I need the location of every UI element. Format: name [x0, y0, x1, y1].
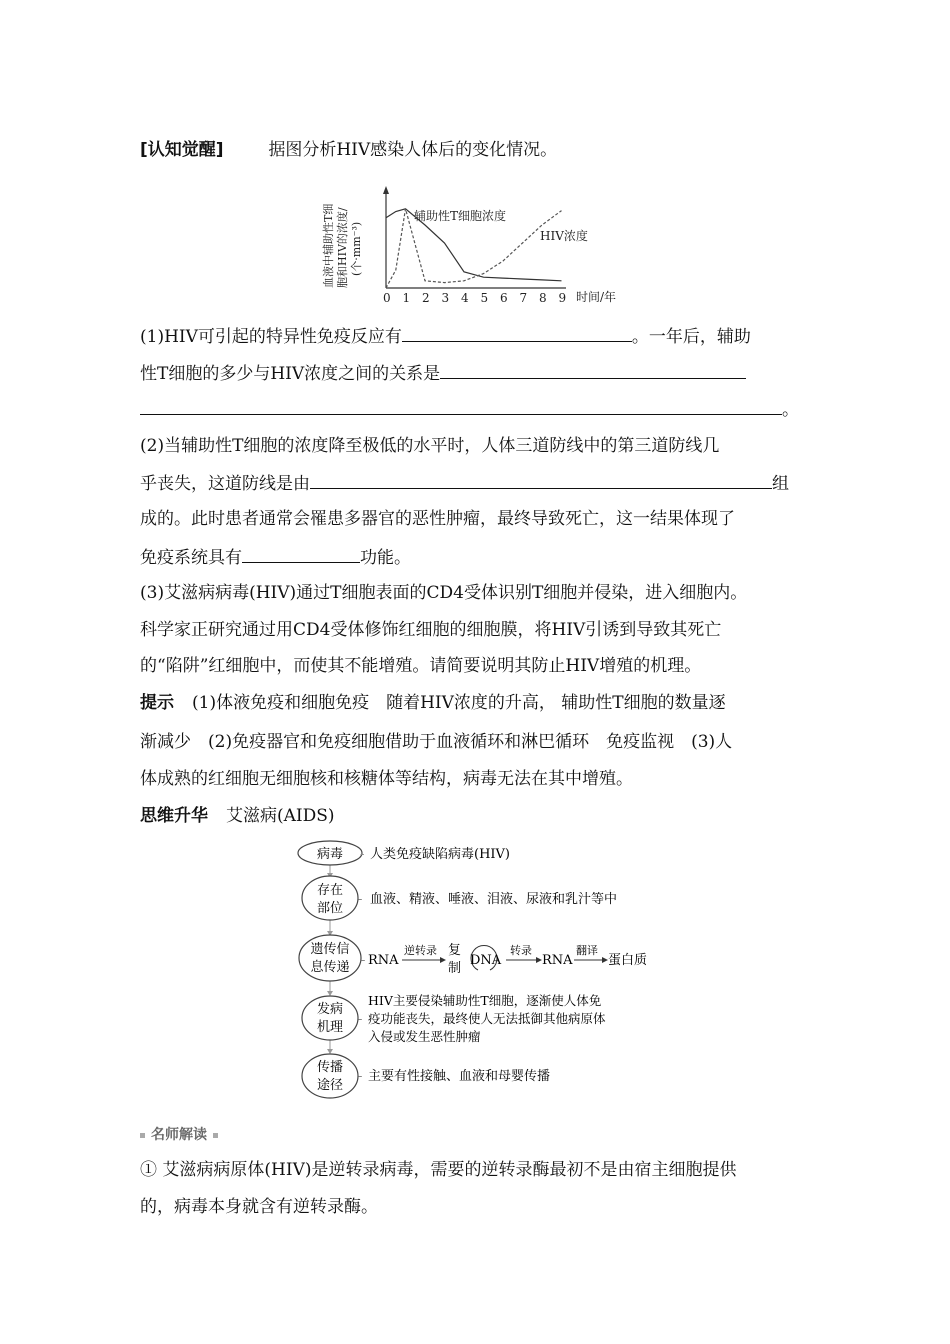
- q1-text-a: (1)HIV可引起的特异性免疫反应有: [140, 327, 402, 347]
- hint-label: 提示: [140, 693, 174, 713]
- teacher-line-1: ① 艾滋病病原体(HIV)是逆转录病毒，需要的逆转录酶最初不是由宿主细胞提供: [140, 1160, 737, 1180]
- node-location-dash: -: [358, 892, 363, 907]
- graph-y-arrow: [383, 186, 389, 194]
- node-genetic-label-2: 息传递: [310, 960, 350, 975]
- q1-text-b: 。一年后，辅助: [631, 327, 751, 347]
- flow-protein: 蛋白质: [608, 953, 648, 968]
- heading-text: 据图分析HIV感染人体后的变化情况。: [268, 140, 558, 160]
- graph-x-tick: 8: [539, 291, 547, 305]
- q1-blank-3[interactable]: [140, 398, 782, 415]
- graph-x-tick: 2: [422, 291, 430, 305]
- graph-ylabel-3: (个·mm⁻³): [350, 221, 363, 276]
- t-cell-series-label: 辅助性T细胞浓度: [414, 209, 507, 223]
- node-location-desc: 血液、精液、唾液、泪液、尿液和乳汁等中: [370, 892, 618, 907]
- node-mechanism-desc-2: 疫功能丧失，最终使人无法抵御其他病原体: [368, 1011, 606, 1026]
- hint-line-3: 体成熟的红细胞无细胞核和核糖体等结构，病毒无法在其中增殖。: [140, 769, 633, 789]
- graph-x-tick: 0: [383, 291, 391, 305]
- node-virus-dash: -: [360, 847, 365, 862]
- graph-x-tick: 3: [441, 291, 450, 305]
- q2-line-1: (2)当辅助性T细胞的浓度降至极低的水平时，人体三道防线中的第三道防线几: [140, 436, 720, 456]
- graph-x-tick: 6: [500, 291, 508, 305]
- node-transmission-dash: -: [358, 1069, 363, 1084]
- q2-blank-2[interactable]: [242, 546, 360, 563]
- node-genetic-dash: -: [361, 953, 366, 968]
- flow-rna-1: RNA: [368, 953, 399, 968]
- summary-label: 思维升华: [140, 806, 208, 826]
- q2-text-b: 乎丧失，这道防线是由: [140, 474, 310, 494]
- summary-text: 艾滋病(AIDS): [226, 806, 335, 826]
- node-mechanism-desc-1: HIV主要侵染辅助性T细胞，逐渐使人体免: [368, 993, 602, 1008]
- graph-x-tick: 9: [558, 291, 567, 305]
- node-virus-desc: 人类免疫缺陷病毒(HIV): [370, 847, 511, 862]
- graph-x-tick: 1: [402, 291, 411, 305]
- node-transmission-label-1: 传播: [316, 1060, 344, 1075]
- aids-diagram: [294, 836, 664, 1100]
- q2-line-4: [140, 546, 411, 568]
- node-genetic-label-1: 遗传信: [310, 942, 350, 957]
- section-heading: [140, 140, 557, 160]
- q2-text-e: 免疫系统具有: [140, 548, 242, 568]
- q2-line-3: 成的。此时患者通常会罹患多器官的恶性肿瘤，最终导致死亡，这一结果体现了: [140, 509, 735, 529]
- node-transmission-label-2: 途径: [316, 1078, 344, 1093]
- hint-line-2: 渐减少 (2)免疫器官和免疫细胞借助于血液循环和淋巴循环 免疫监视 (3)人: [140, 732, 733, 752]
- node-mechanism-label-2: 机理: [316, 1020, 344, 1035]
- hint-text-a: (1)体液免疫和细胞免疫 随着HIV浓度的升高， 辅助性T细胞的数量逐: [192, 693, 726, 713]
- hint-line-1: [140, 693, 726, 713]
- node-mechanism-desc-3: 入侵或发生恶性肿瘤: [368, 1029, 481, 1044]
- summary-heading: [140, 806, 335, 826]
- graph-x-tick: 5: [480, 291, 489, 305]
- q2-blank-1[interactable]: [310, 472, 772, 489]
- q1-text-c: 性T细胞的多少与HIV浓度之间的关系是: [140, 364, 441, 384]
- node-transmission-desc: 主要有性接触、血液和母婴传播: [368, 1069, 551, 1084]
- q3-line-1: (3)艾滋病病毒(HIV)通过T细胞表面的CD4受体识别T细胞并侵染，进入细胞内。: [140, 583, 748, 603]
- flow-arrow-2-label: 转录: [510, 944, 532, 957]
- q3-line-3: 的“陷阱”红细胞中，而使其不能增殖。请简要说明其防止HIV增殖的机理。: [140, 656, 702, 676]
- node-location-label-2: 部位: [316, 901, 344, 916]
- teacher-section-title: [140, 1124, 218, 1144]
- node-mechanism-dash: -: [358, 1012, 363, 1027]
- node-location-label-1: 存在: [316, 883, 344, 898]
- heading-label: [认知觉醒]: [140, 140, 224, 160]
- q2-text-c: 组: [772, 474, 789, 494]
- q2-text-f: 功能。: [360, 548, 411, 568]
- q3-line-2: 科学家正研究通过用CD4受体修饰红细胞的细胞膜，将HIV引诱到导致其死亡: [140, 620, 722, 640]
- teacher-label: 名师解读: [151, 1127, 207, 1143]
- q1-text-d: 。: [782, 400, 799, 420]
- q1-blank-1[interactable]: [402, 325, 632, 342]
- flow-arrow-3-label: 翻译: [576, 944, 598, 957]
- q1-line-3: [140, 398, 799, 420]
- q1-line-2: [140, 362, 746, 384]
- node-mechanism-label-1: 发病: [316, 1002, 344, 1017]
- flow-replicate-2: 制: [448, 961, 462, 976]
- graph-ylabel-1: 血液中辅助性T细: [322, 203, 335, 288]
- graph-ylabel-2: 胞和HIV的浓度/: [336, 207, 349, 288]
- graph-x-tick: 4: [461, 291, 469, 305]
- graph-xlabel: 时间/年: [576, 290, 617, 304]
- flow-replicate-1: 复: [448, 943, 462, 958]
- q1-blank-2[interactable]: [440, 362, 746, 379]
- graph-x-tick: 7: [519, 291, 528, 305]
- node-virus-label: 病毒: [316, 847, 344, 862]
- flow-arrow-1-label: 逆转录: [404, 944, 437, 957]
- title-bullet-left: [140, 1133, 145, 1138]
- title-bullet-right: [213, 1133, 218, 1138]
- flow-arrow-1-head: [440, 957, 446, 963]
- flow-dna: DNA: [470, 953, 502, 968]
- flow-rna-2: RNA: [542, 953, 573, 968]
- teacher-line-2: 的，病毒本身就含有逆转录酶。: [140, 1197, 378, 1217]
- q2-line-2: [140, 472, 789, 494]
- hiv-series-label: HIV浓度: [540, 229, 588, 243]
- q1-line-1: [140, 325, 751, 347]
- hiv-graph: [320, 180, 640, 310]
